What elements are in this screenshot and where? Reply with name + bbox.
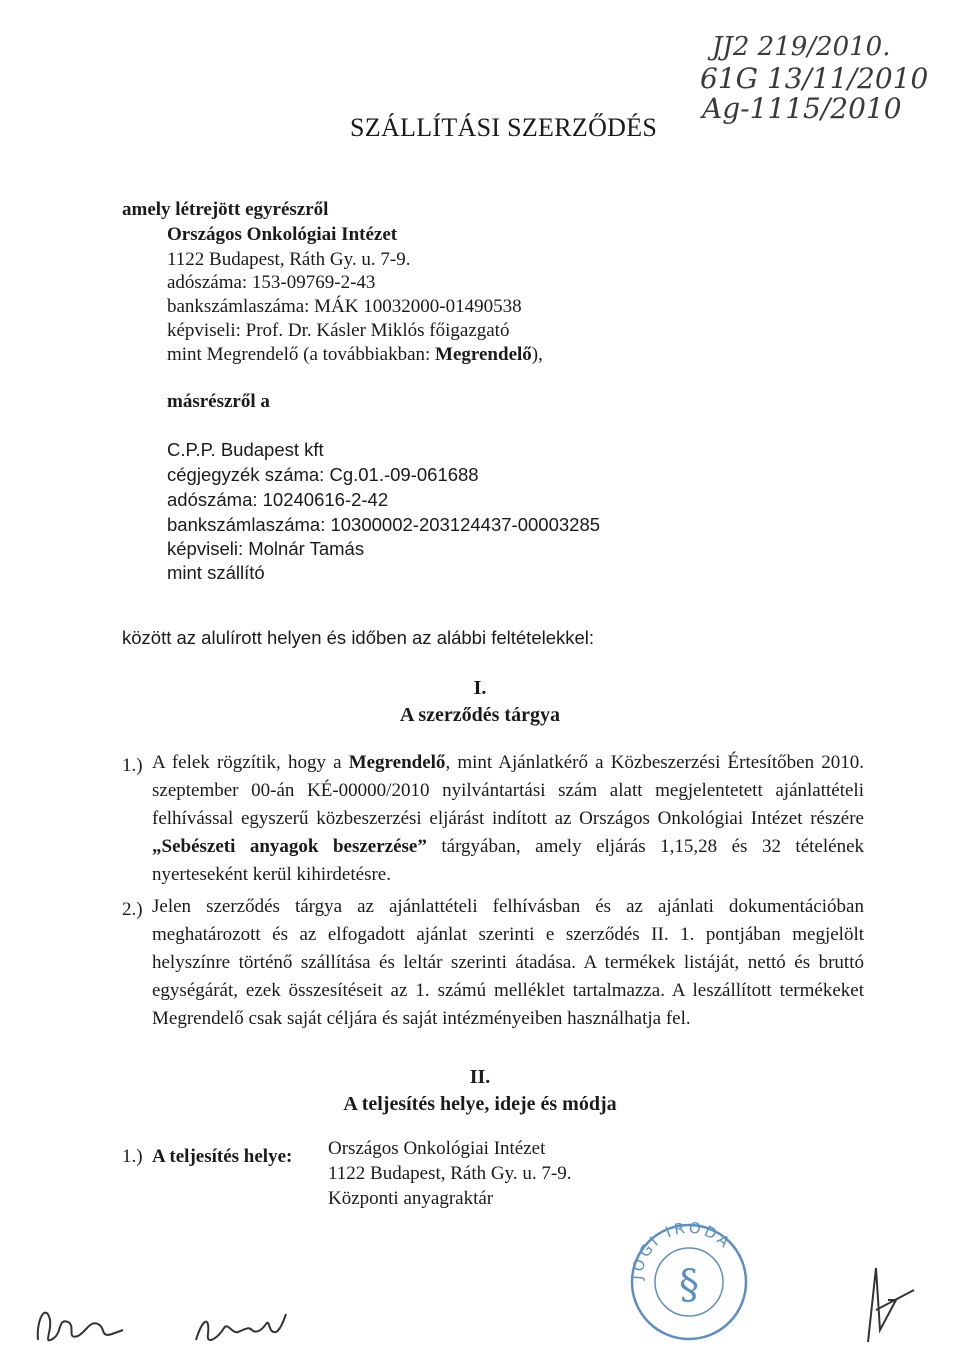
place-line-1: Országos Onkológiai Intézet [328, 1138, 546, 1159]
signature-2 [188, 1300, 292, 1352]
supplier-registration: cégjegyzék száma: Cg.01.-09-061688 [167, 464, 479, 485]
section1-p2-number: 2.) [122, 899, 143, 920]
customer-role [167, 344, 543, 366]
section1-p1-text-a: A felek rögzítik, hogy a [152, 752, 349, 773]
handwritten-note-1: JJ2 219/2010. [712, 32, 891, 62]
svg-text:JOGI IRODA: JOGI IRODA [627, 1218, 736, 1281]
customer-role-bold: Megrendelő [435, 344, 532, 365]
section1-title: A szerződés tárgya [400, 704, 560, 726]
section2-p1-number: 1.) [122, 1146, 143, 1167]
supplier-name: C.P.P. Budapest kft [167, 439, 324, 460]
legal-office-stamp [622, 1218, 756, 1342]
handwritten-note-2: 61G 13/11/2010 [700, 62, 929, 95]
customer-tax-id: adószáma: 153-09769-2-43 [167, 272, 376, 293]
section1-p1-bold2: „Sebészeti anyagok beszerzése” [152, 836, 427, 857]
place-line-2: 1122 Budapest, Ráth Gy. u. 7-9. [328, 1163, 572, 1184]
customer-bank-account: bankszámlaszáma: MÁK 10032000-01490538 [167, 296, 522, 317]
section1-p1-number: 1.) [122, 755, 143, 776]
customer-address: 1122 Budapest, Ráth Gy. u. 7-9. [167, 249, 411, 270]
section1-paragraph2: Jelen szerződés tárgya az ajánlattételi felhívásban és az ajánlati dokumentációban meghatározott és az elfogadott ajánlat szerinti e szerződés II. 1. pontjában megjelölt helyszínre történő szállítása és leltár szerinti átadása. A termékek listáját, nettó és bruttó egységárát, ezek összesítéseit az 1. számú melléklet tartalmazza. A leszállított termékeket Megrendelő csak saját céljára és saját intézményeiben használhatja fel. [152, 896, 864, 1029]
between-clause: között az alulírott helyen és időben az alábbi feltételekkel: [122, 627, 595, 648]
section2-number: II. [469, 1066, 491, 1088]
section1-p1-bold1: Megrendelő [348, 752, 446, 773]
section1-paragraph1 [152, 749, 864, 889]
section2-title: A teljesítés helye, ideje és módja [343, 1093, 617, 1115]
customer-role-prefix: mint Megrendelő (a továbbiakban: [167, 344, 436, 365]
other-side-text: másrészről a [167, 391, 270, 412]
supplier-representative: képviseli: Molnár Tamás [167, 538, 365, 559]
supplier-tax-id: adószáma: 10240616-2-42 [167, 489, 389, 510]
place-line-3: Központi anyagraktár [328, 1188, 494, 1209]
intro-text: amely létrejött egyrészről [122, 199, 329, 220]
supplier-role: mint szállító [167, 562, 265, 583]
svg-text:§: § [679, 1262, 699, 1308]
section1-number: I. [473, 677, 487, 699]
customer-name: Országos Onkológiai Intézet [167, 224, 398, 245]
supplier-bank-account: bankszámlaszáma: 10300002-203124437-00003285 [167, 514, 601, 535]
section2-place-label: A teljesítés helye: [152, 1146, 293, 1167]
section1-p1-text-c: tárgyában, amely eljárás 1,15,28 és 32 tételének nyerteseként kerül kihirdetésre. [152, 836, 864, 885]
handwritten-note-3: Ag-1115/2010 [702, 92, 902, 125]
customer-role-suffix: ), [531, 344, 543, 365]
customer-representative: képviseli: Prof. Dr. Kásler Miklós főigazgató [167, 320, 510, 341]
signature-3 [850, 1260, 922, 1350]
document-title: SZÁLLÍTÁSI SZERZŐDÉS [350, 113, 658, 142]
signature-1 [28, 1290, 128, 1352]
section1-p1-text-b: , mint Ajánlatkérő a Közbeszerzési Értesítőben 2010. szeptember 00-án KÉ-00000/2010 nyilvántartási szám alatt megjelentetett ajánlattételi felhívással egyszerű közbeszerzési eljárást indított az Országos Onkológiai Intézet részére [152, 752, 864, 829]
